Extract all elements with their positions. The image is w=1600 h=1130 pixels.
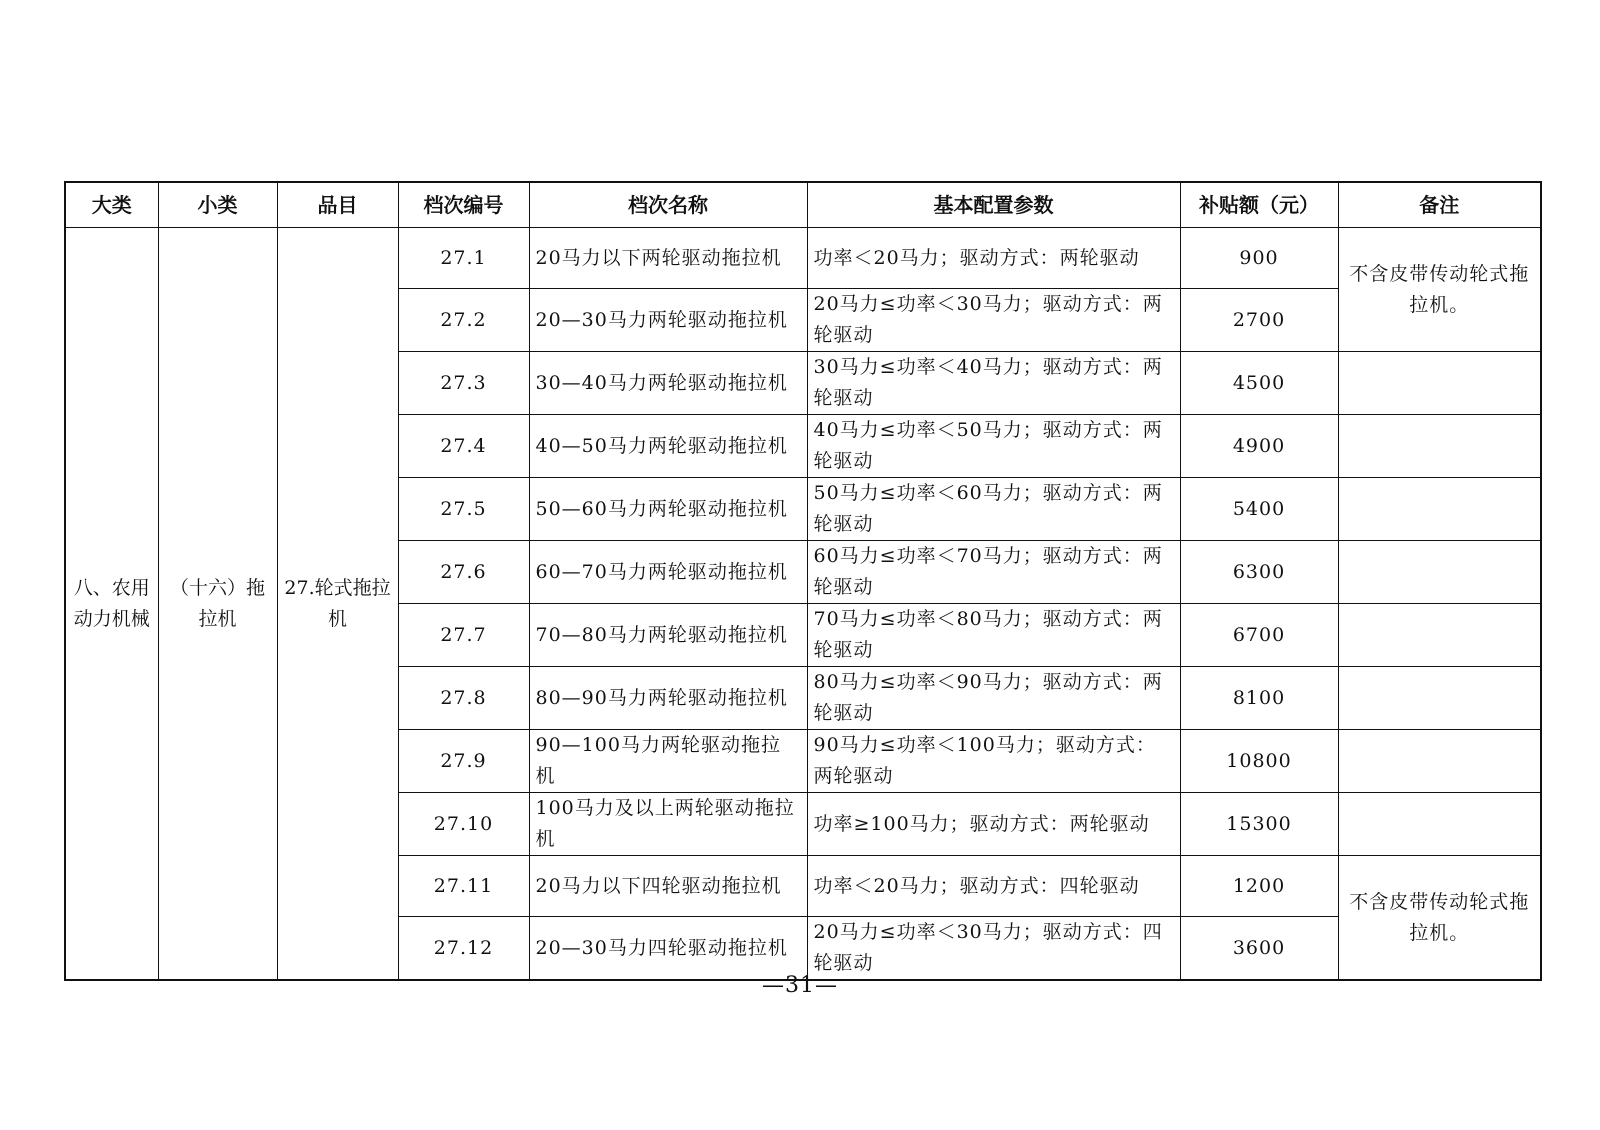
header-category: 大类 [65,182,158,228]
config-params-cell: 60马力≤功率＜70马力；驱动方式：两轮驱动 [807,541,1180,604]
grade-code-cell: 27.7 [398,604,529,667]
grade-name-cell: 100马力及以上两轮驱动拖拉机 [529,793,807,856]
grade-name-cell: 90—100马力两轮驱动拖拉机 [529,730,807,793]
category-cell: 八、农用动力机械 [65,228,158,981]
grade-code-cell: 27.3 [398,352,529,415]
remarks-cell [1338,541,1541,604]
config-params-cell: 20马力≤功率＜30马力；驱动方式：两轮驱动 [807,289,1180,352]
remarks-cell [1338,604,1541,667]
remarks-cell [1338,352,1541,415]
remarks-cell: 不含皮带传动轮式拖拉机。 [1338,228,1541,352]
subsidy-amount-cell: 15300 [1180,793,1338,856]
grade-name-cell: 80—90马力两轮驱动拖拉机 [529,667,807,730]
grade-code-cell: 27.4 [398,415,529,478]
grade-code-cell: 27.9 [398,730,529,793]
grade-code-cell: 27.8 [398,667,529,730]
subsidy-amount-cell: 2700 [1180,289,1338,352]
header-subsidy-amount: 补贴额（元） [1180,182,1338,228]
config-params-cell: 80马力≤功率＜90马力；驱动方式：两轮驱动 [807,667,1180,730]
config-params-cell: 功率＜20马力；驱动方式：四轮驱动 [807,856,1180,917]
config-params-cell: 40马力≤功率＜50马力；驱动方式：两轮驱动 [807,415,1180,478]
subsidy-amount-cell: 10800 [1180,730,1338,793]
subsidy-amount-cell: 4900 [1180,415,1338,478]
grade-code-cell: 27.2 [398,289,529,352]
grade-name-cell: 20—30马力四轮驱动拖拉机 [529,917,807,981]
header-remarks: 备注 [1338,182,1541,228]
page-number: —31— [762,973,838,998]
subsidy-amount-cell: 5400 [1180,478,1338,541]
header-item: 品目 [277,182,398,228]
subsidy-amount-cell: 8100 [1180,667,1338,730]
grade-name-cell: 70—80马力两轮驱动拖拉机 [529,604,807,667]
subsidy-amount-cell: 1200 [1180,856,1338,917]
subsidy-table [64,181,1542,981]
grade-code-cell: 27.6 [398,541,529,604]
header-config-params: 基本配置参数 [807,182,1180,228]
grade-name-cell: 20马力以下两轮驱动拖拉机 [529,228,807,289]
remarks-cell [1338,478,1541,541]
header-grade-name: 档次名称 [529,182,807,228]
grade-name-cell: 50—60马力两轮驱动拖拉机 [529,478,807,541]
grade-name-cell: 60—70马力两轮驱动拖拉机 [529,541,807,604]
table-header-row [65,182,1541,228]
grade-code-cell: 27.11 [398,856,529,917]
config-params-cell: 50马力≤功率＜60马力；驱动方式：两轮驱动 [807,478,1180,541]
table-row [65,228,1541,289]
grade-code-cell: 27.10 [398,793,529,856]
subcategory-cell: （十六）拖拉机 [158,228,277,981]
config-params-cell: 90马力≤功率＜100马力；驱动方式：两轮驱动 [807,730,1180,793]
grade-code-cell: 27.12 [398,917,529,981]
grade-code-cell: 27.1 [398,228,529,289]
header-grade-code: 档次编号 [398,182,529,228]
grade-name-cell: 40—50马力两轮驱动拖拉机 [529,415,807,478]
config-params-cell: 20马力≤功率＜30马力；驱动方式：四轮驱动 [807,917,1180,981]
item-cell: 27.轮式拖拉机 [277,228,398,981]
remarks-cell [1338,415,1541,478]
grade-name-cell: 20—30马力两轮驱动拖拉机 [529,289,807,352]
config-params-cell: 功率≥100马力；驱动方式：两轮驱动 [807,793,1180,856]
remarks-cell [1338,730,1541,793]
remarks-cell [1338,793,1541,856]
config-params-cell: 30马力≤功率＜40马力；驱动方式：两轮驱动 [807,352,1180,415]
grade-name-cell: 30—40马力两轮驱动拖拉机 [529,352,807,415]
grade-name-cell: 20马力以下四轮驱动拖拉机 [529,856,807,917]
remarks-cell [1338,667,1541,730]
subsidy-amount-cell: 6700 [1180,604,1338,667]
config-params-cell: 功率＜20马力；驱动方式：两轮驱动 [807,228,1180,289]
subsidy-amount-cell: 900 [1180,228,1338,289]
subsidy-amount-cell: 3600 [1180,917,1338,981]
header-subcategory: 小类 [158,182,277,228]
config-params-cell: 70马力≤功率＜80马力；驱动方式：两轮驱动 [807,604,1180,667]
subsidy-amount-cell: 6300 [1180,541,1338,604]
remarks-cell: 不含皮带传动轮式拖拉机。 [1338,856,1541,981]
subsidy-amount-cell: 4500 [1180,352,1338,415]
grade-code-cell: 27.5 [398,478,529,541]
